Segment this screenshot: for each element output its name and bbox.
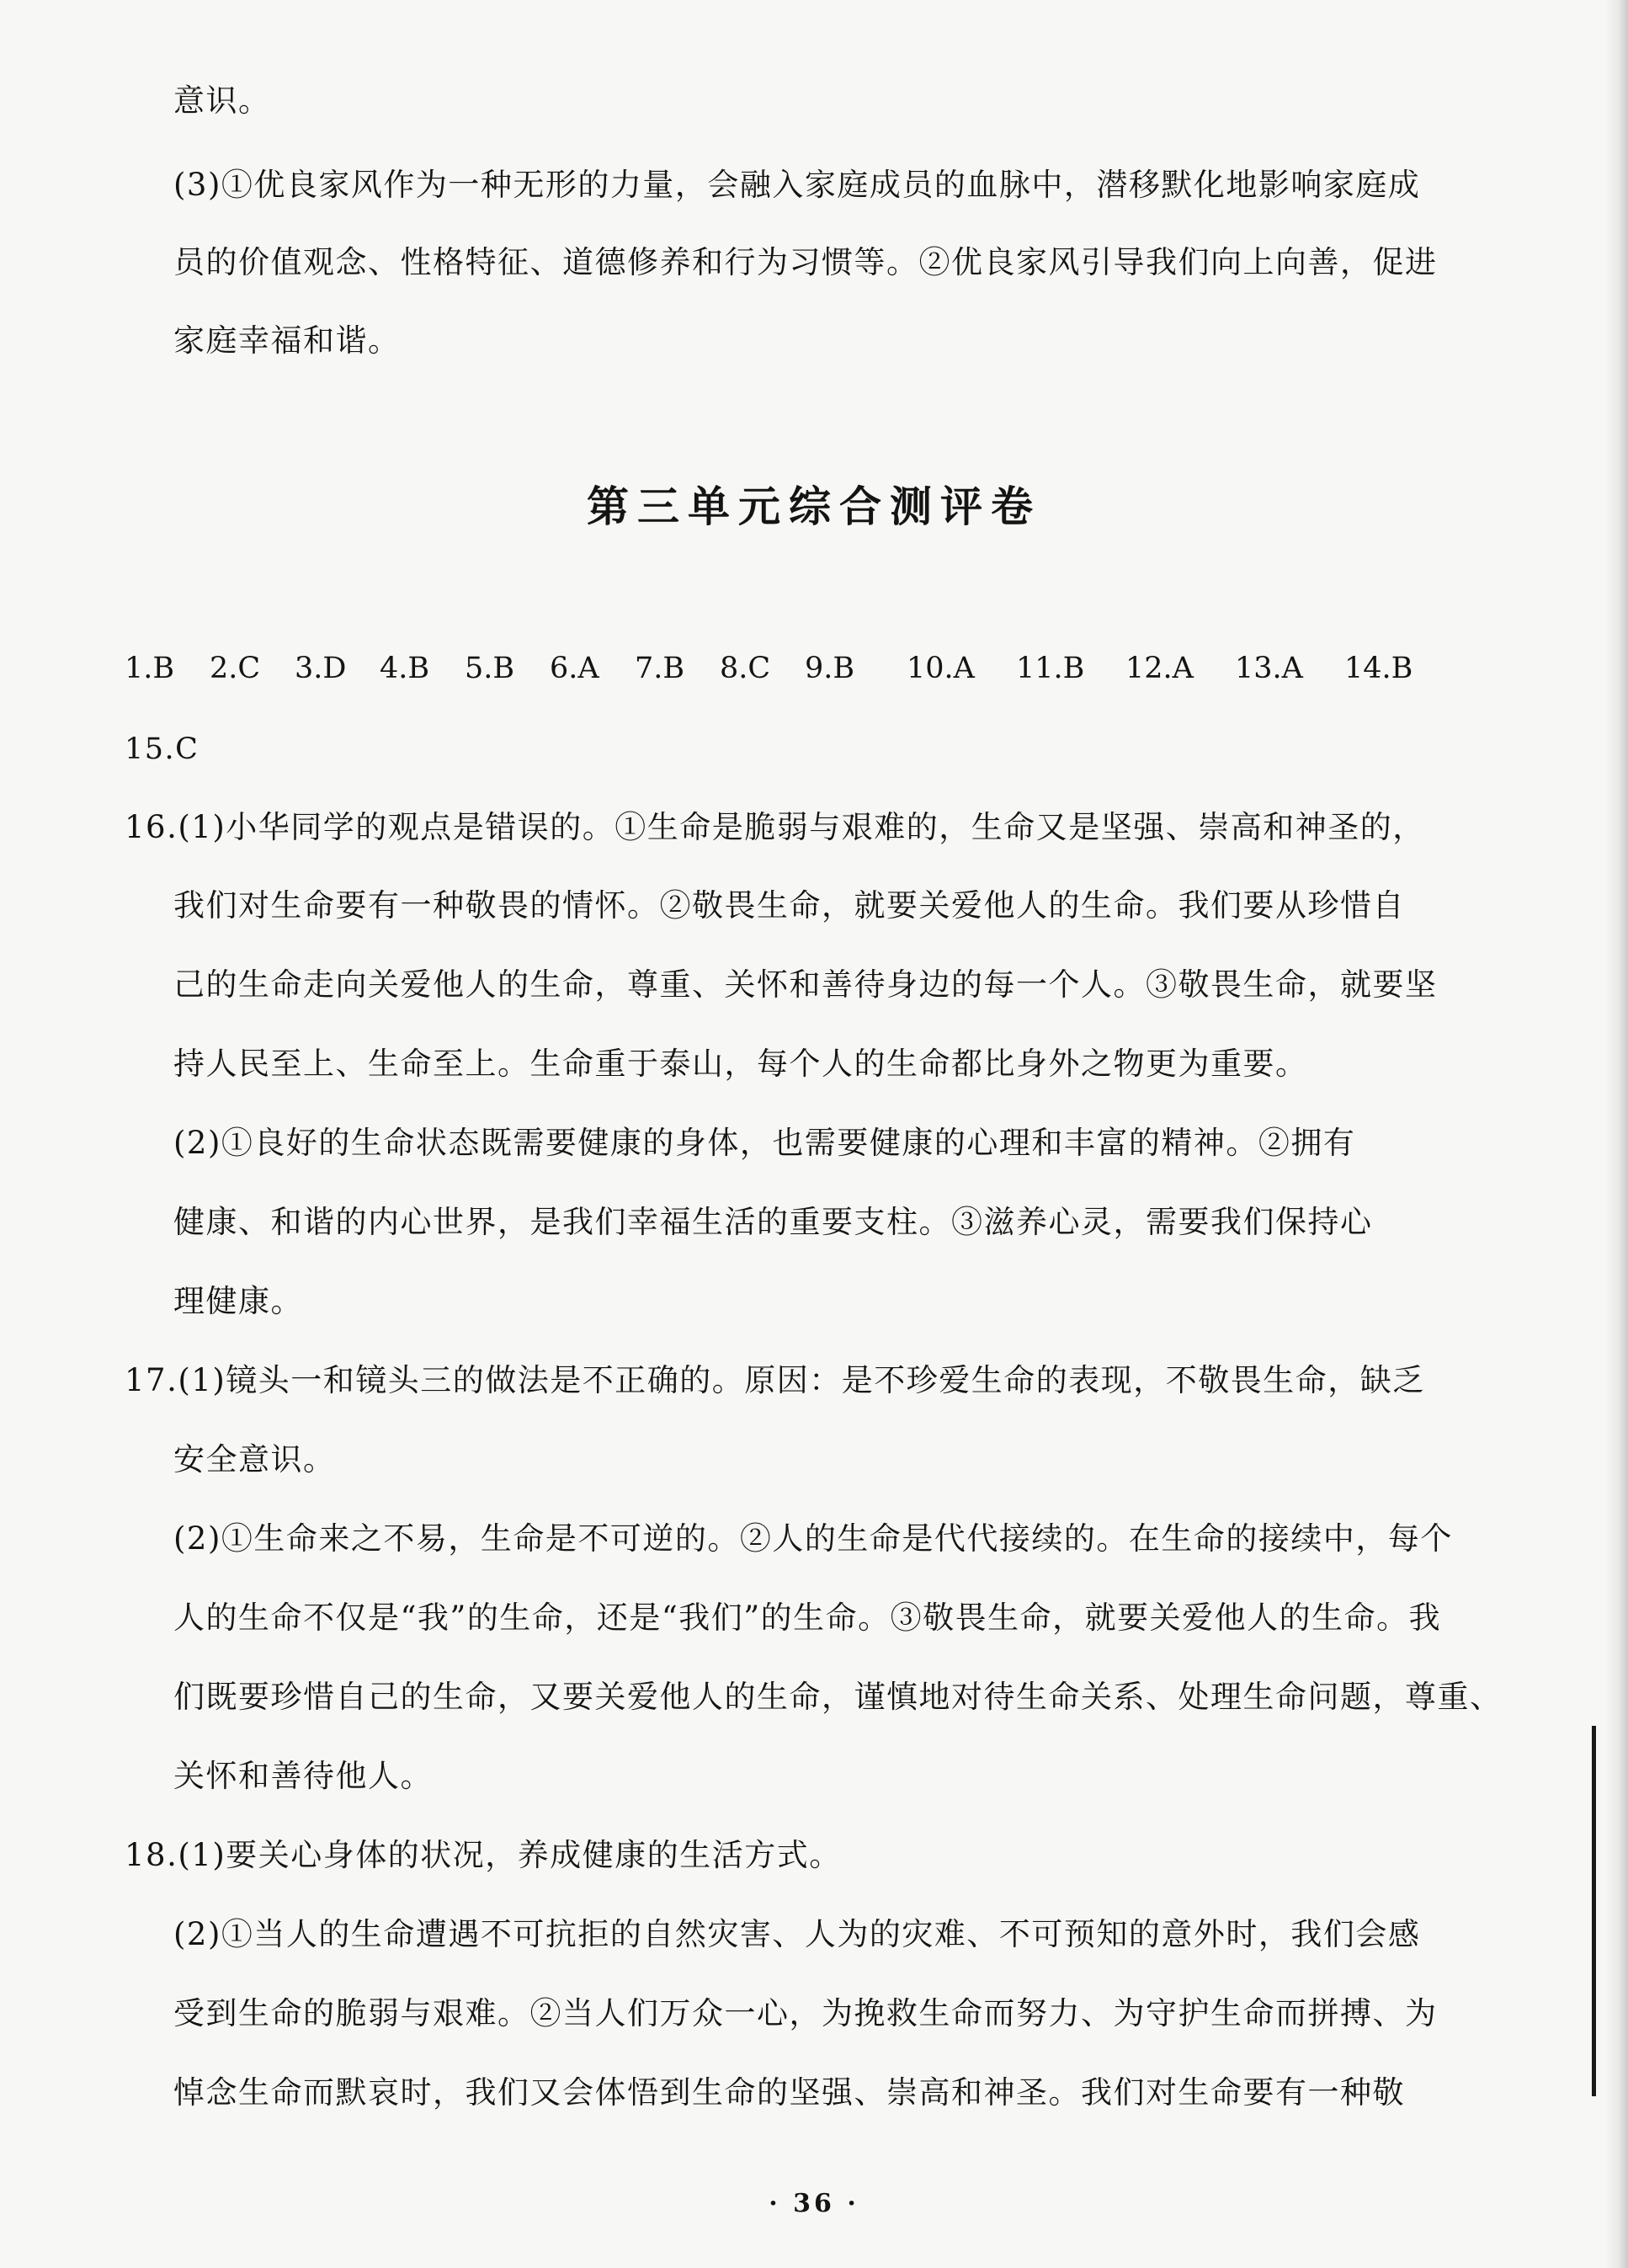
answer-item: 3.D	[295, 652, 347, 685]
answer-item: 11.B	[1016, 652, 1085, 685]
q17-line: 安全意识。	[173, 1441, 336, 1477]
answer-item: 13.A	[1235, 652, 1303, 685]
text-line: (3)①优良家风作为一种无形的力量，会融入家庭成员的血脉中，潜移默化地影响家庭成	[173, 167, 1421, 203]
text-line: 家庭幸福和谐。	[173, 322, 401, 359]
binding-edge-line	[1592, 1726, 1596, 2096]
q18-line: 受到生命的脆弱与艰难。②当人们万众一心，为挽救生命而努力、为守护生命而拼搏、为	[173, 1995, 1438, 2031]
q16-line: 理健康。	[173, 1283, 303, 1319]
q16-line: 健康、和谐的内心世界，是我们幸福生活的重要支柱。③滋养心灵，需要我们保持心	[173, 1204, 1373, 1240]
q17-line: (2)①生命来之不易，生命是不可逆的。②人的生命是代代接续的。在生命的接续中，每个	[173, 1520, 1453, 1557]
answer-item: 6.A	[550, 652, 599, 685]
answer-item: 14.B	[1344, 652, 1413, 685]
q16-line: (2)①良好的生命状态既需要健康的身体，也需要健康的心理和丰富的精神。②拥有	[173, 1125, 1356, 1161]
answer-item: 4.B	[380, 652, 430, 685]
section-title: 第三单元综合测评卷	[587, 482, 1041, 531]
q16-line: 持人民至上、生命至上。生命重于泰山，每个人的生命都比身外之物更为重要。	[173, 1046, 1308, 1082]
answer-row-2: 15.C	[125, 732, 200, 766]
page-edge-shadow	[1604, 0, 1628, 2268]
answer-item: 1.B	[125, 652, 175, 685]
answer-item: 8.C	[720, 652, 771, 685]
answer-item: 9.B	[805, 652, 855, 685]
answer-row-1	[125, 650, 1413, 687]
q18-line: (2)①当人的生命遭遇不可抗拒的自然灾害、人为的灾难、不可预知的意外时，我们会感	[173, 1916, 1421, 1952]
q17-line: 17.(1)镜头一和镜头三的做法是不正确的。原因：是不珍爱生命的表现，不敬畏生命，缺乏	[125, 1362, 1425, 1398]
answer-item: 5.B	[465, 652, 515, 685]
text-line: 员的价值观念、性格特征、道德修养和行为习惯等。②优良家风引导我们向上向善，促进	[173, 244, 1438, 280]
q18-line: 悼念生命而默哀时，我们又会体悟到生命的坚强、崇高和神圣。我们对生命要有一种敬	[173, 2074, 1405, 2111]
q17-line: 们既要珍惜自己的生命，又要关爱他人的生命，谨慎地对待生命关系、处理生命问题，尊重、	[173, 1679, 1503, 1715]
page-number: · 36 ·	[769, 2189, 859, 2218]
q16-line: 16.(1)小华同学的观点是错误的。①生命是脆弱与艰难的，生命又是坚强、崇高和神圣的，	[125, 809, 1425, 845]
q16-line: 己的生命走向关爱他人的生命，尊重、关怀和善待身边的每一个人。③敬畏生命，就要坚	[173, 966, 1438, 1003]
answer-item: 2.C	[210, 652, 261, 685]
q17-line: 关怀和善待他人。	[173, 1758, 433, 1794]
answer-item: 12.A	[1125, 652, 1194, 685]
q17-line: 人的生命不仅是“我”的生命，还是“我们”的生命。③敬畏生命，就要关爱他人的生命。我	[173, 1600, 1442, 1636]
text-line: 意识。	[173, 83, 271, 119]
answer-item: 7.B	[635, 652, 685, 685]
answer-item: 10.A	[907, 652, 975, 685]
q16-line: 我们对生命要有一种敬畏的情怀。②敬畏生命，就要关爱他人的生命。我们要从珍惜自	[173, 887, 1405, 924]
q18-line: 18.(1)要关心身体的状况，养成健康的生活方式。	[125, 1837, 842, 1873]
